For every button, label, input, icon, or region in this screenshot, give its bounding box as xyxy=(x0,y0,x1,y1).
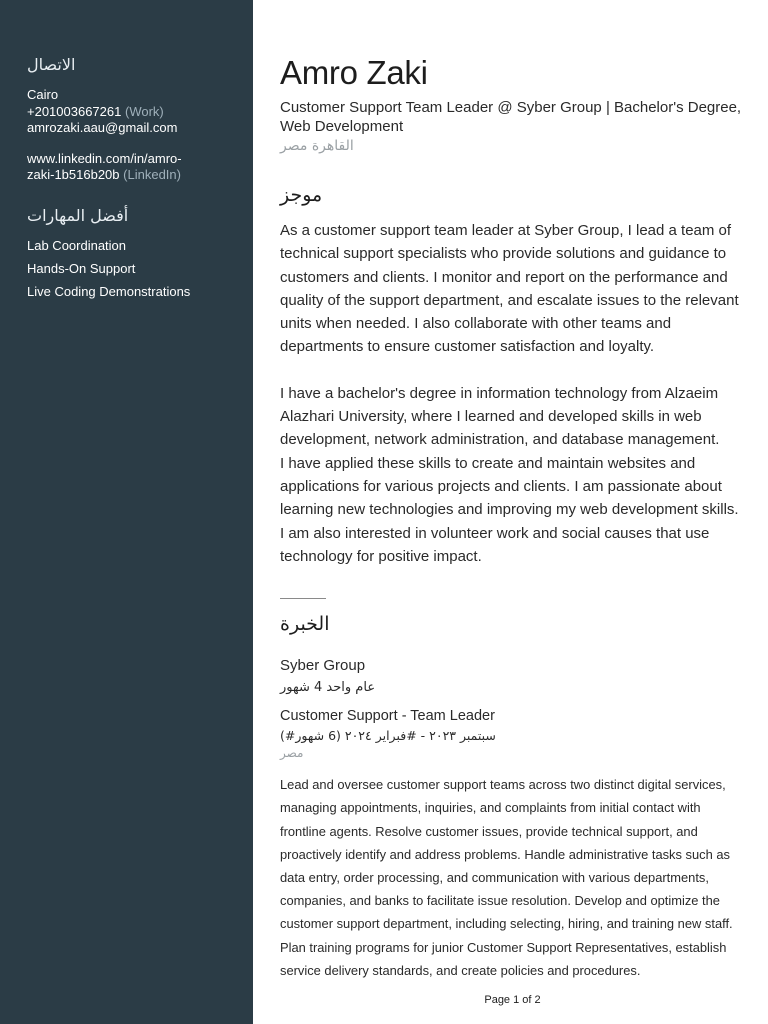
summary-paragraph-education xyxy=(280,382,745,568)
linkedin-type: (LinkedIn) xyxy=(123,167,181,182)
skills-list xyxy=(27,238,253,300)
linkedin-url-line1[interactable]: www.linkedin.com/in/amro- xyxy=(27,150,182,166)
linkedin-block xyxy=(27,151,253,184)
phone-type: (Work) xyxy=(124,103,164,119)
headline: Customer Support Team Leader @ Syber Group | Bachelor's Degree, Web Development xyxy=(280,99,742,135)
linkedin-url-line2[interactable] xyxy=(27,167,253,184)
email-link[interactable]: amrozaki.aau@gmail.com xyxy=(27,120,178,135)
contact-heading: الاتصال xyxy=(27,55,76,74)
company-name: Syber Group xyxy=(280,657,366,675)
summary-paragraph: As a customer support team leader at Syber Group, I lead a team of technical support specialists who provide solutions and guidance to customers and clients. I monitor and report on the performance and quality of the support department, and escalate issues to the relevant units when needed. I also collaborate with other teams and departments to ensure customer satisfaction and loyalty. xyxy=(280,222,739,356)
company-tenure: عام واحد 4 شهور xyxy=(280,680,376,696)
role-description: Lead and oversee customer support teams across two distinct digital services, managing appointments, inquiries, and complaints from initial contact with frontline agents. Resolve customer issues, provide technical support, and proactively identify and address problems. Handle administrative tasks such as data entry, order processing, and communication with various departments, companies, and banks to facilitate issue resolution. Develop and optimize the customer support department, including selecting, hiring, and training new staff. Plan training programs for junior Customer Support Representatives, establish service delivery standards, and create policies and procedures. xyxy=(280,777,733,978)
main-content xyxy=(280,0,745,982)
linkedin-url-tail[interactable]: zaki-1b516b20b xyxy=(27,167,120,182)
phone-number[interactable]: +201003667261 xyxy=(27,103,122,119)
contact-block xyxy=(27,87,253,137)
skill-item: Lab Coordination xyxy=(27,237,127,253)
page-number: Page 1 of 2 xyxy=(484,994,541,1006)
skills-heading: أفضل المهارات xyxy=(27,205,129,225)
sidebar xyxy=(0,0,253,1024)
phone-line xyxy=(27,104,253,121)
person-name: Amro Zaki xyxy=(280,54,428,91)
summary-education-text: I have a bachelor's degree in information technology from Alzaeim Alazhari University, where I learned and developed skills in web development, network administration, and database management. xyxy=(280,384,720,449)
skill-item: Live Coding Demonstrations xyxy=(27,283,191,299)
location: القاهرة مصر xyxy=(280,138,354,154)
role-dates: (#سبتمبر ٢٠٢٣ - #فبراير ٢٠٢٤ (6 شهور xyxy=(280,728,496,744)
summary-heading: موجز xyxy=(280,184,323,206)
section-divider xyxy=(280,598,326,599)
role-title: Customer Support - Team Leader xyxy=(280,708,495,725)
city: Cairo xyxy=(27,87,59,102)
summary-skills-text: I have applied these skills to create and maintain websites and applications for various projects and clients. I am passionate about learning new technologies and improving my web development skills. I am also interested in volunteer work and social causes that use technology for positive impact. xyxy=(280,454,739,565)
skill-item: Hands-On Support xyxy=(27,260,136,276)
role-location: مصر xyxy=(280,746,304,761)
experience-heading: الخبرة xyxy=(280,613,330,636)
